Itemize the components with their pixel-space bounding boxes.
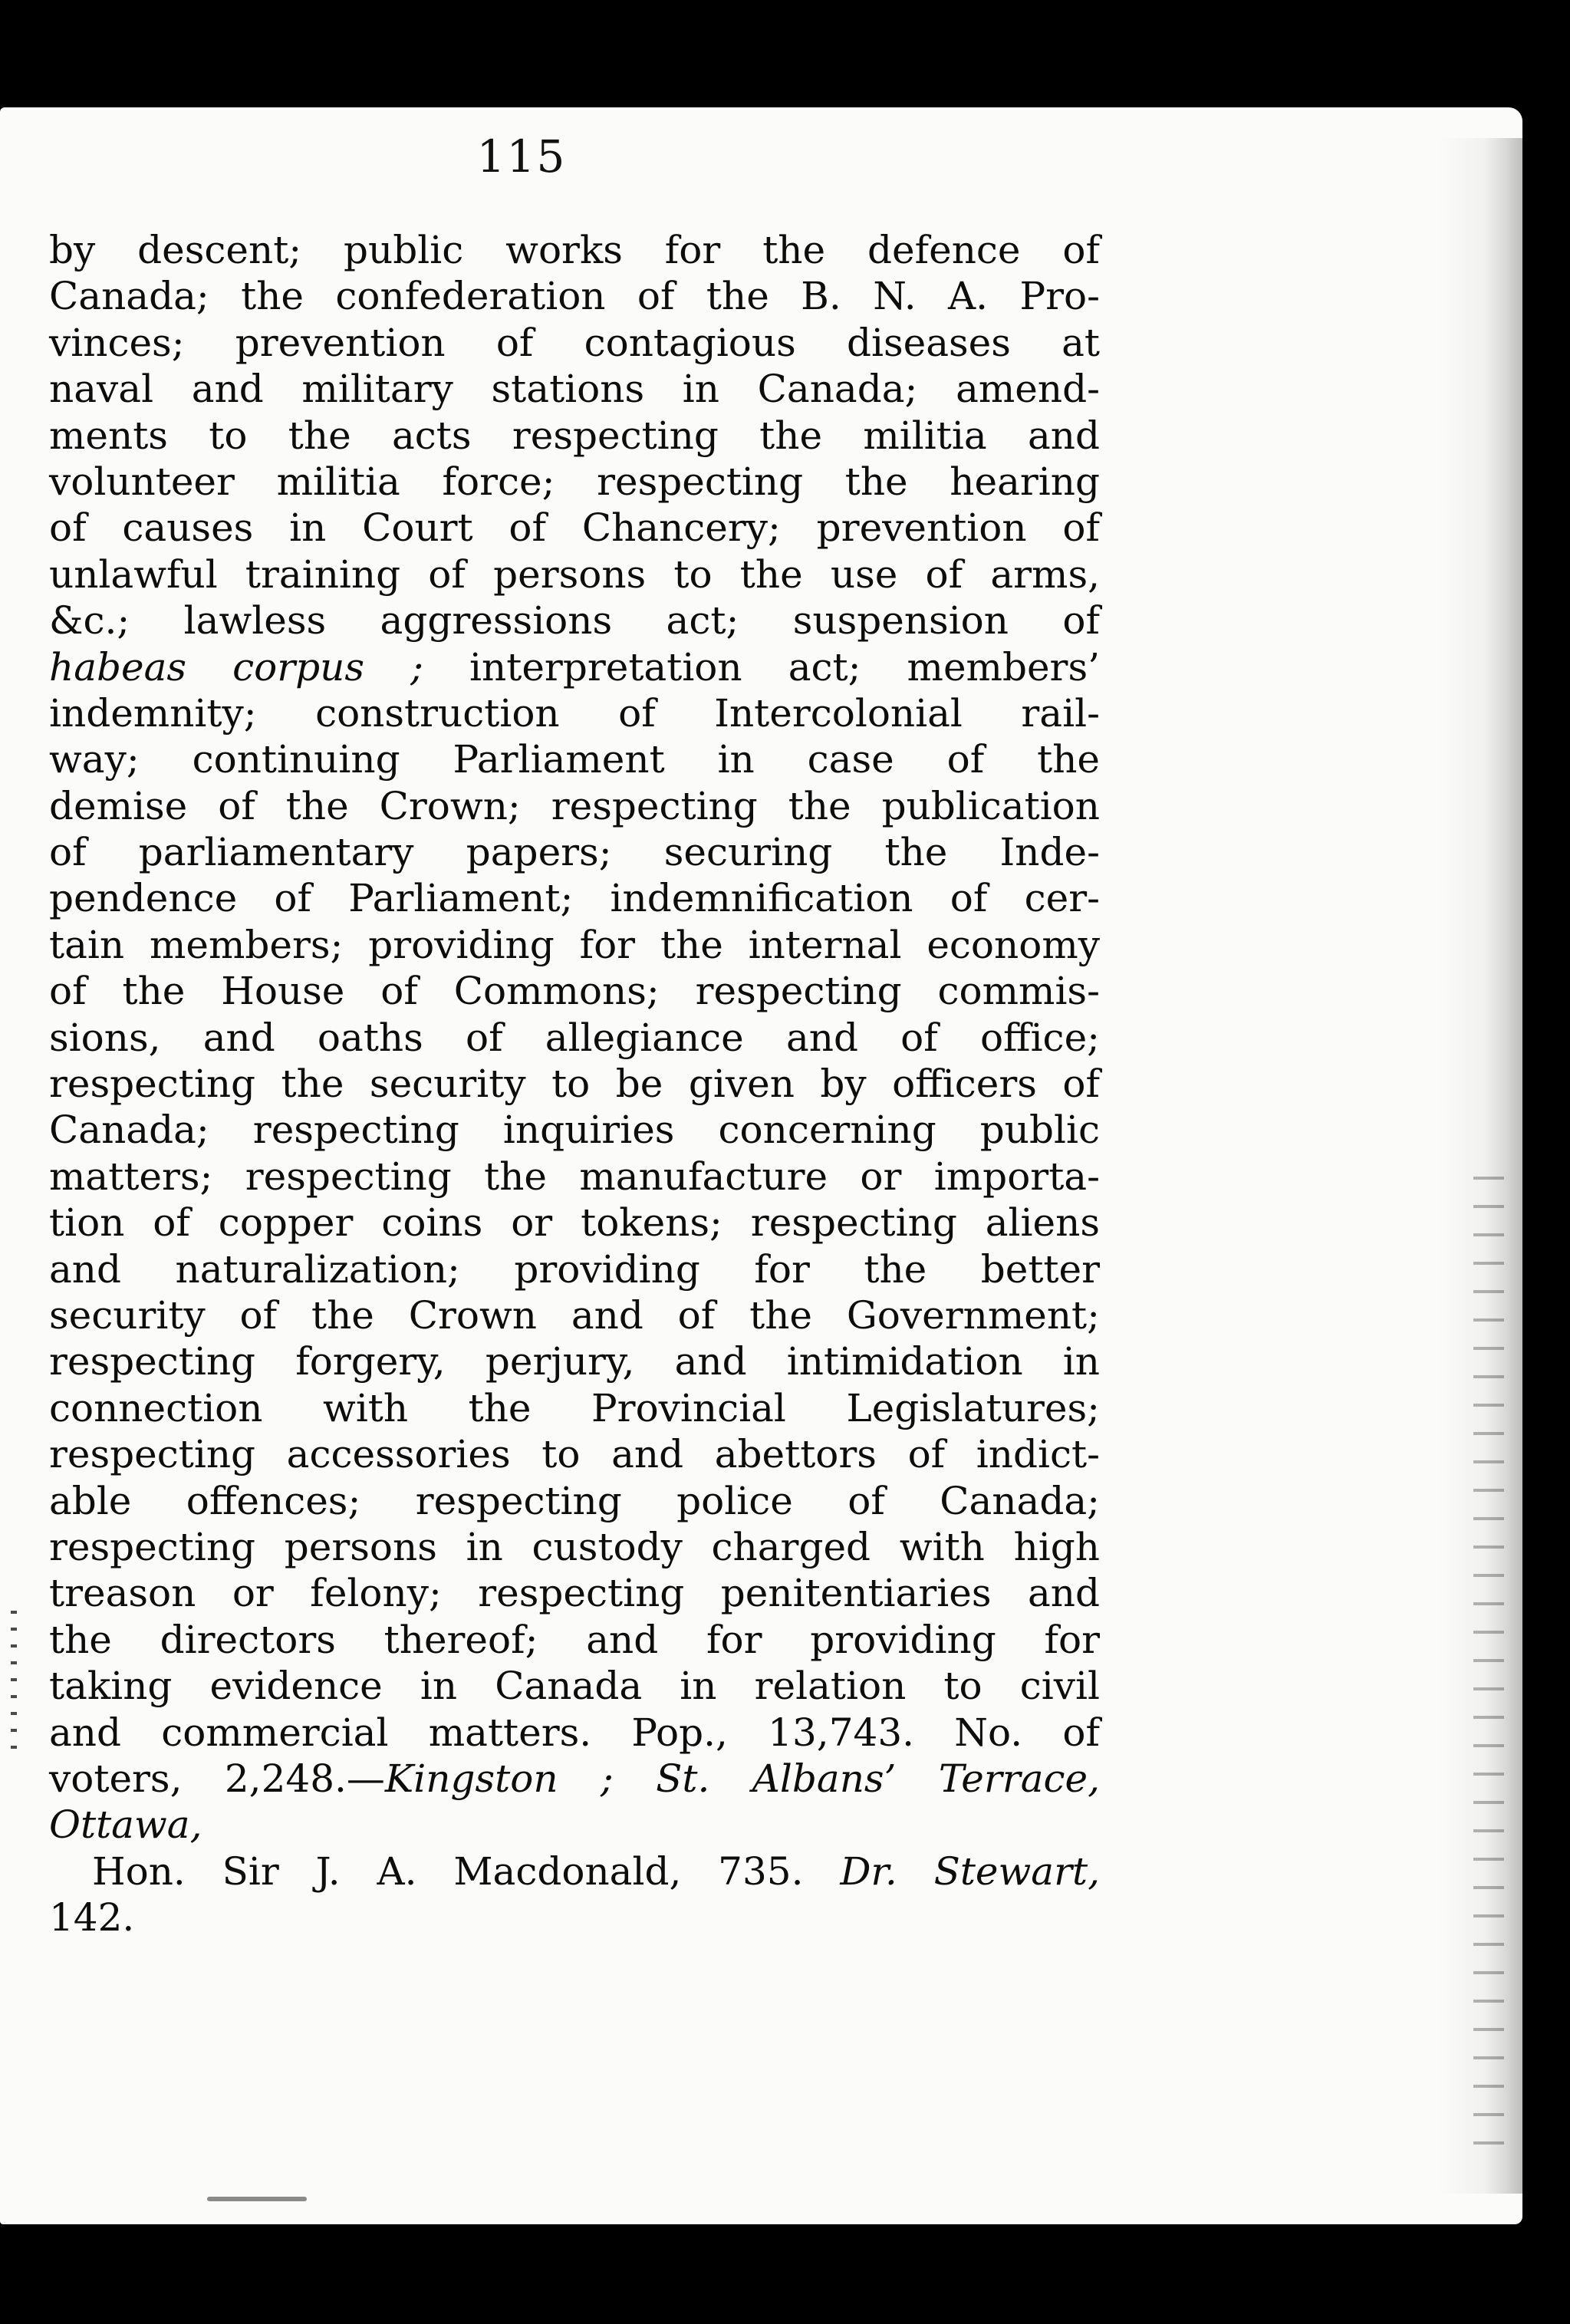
text-line <box>49 736 1100 782</box>
text-line <box>49 875 1100 921</box>
text-line <box>49 320 1100 366</box>
text-line <box>49 1617 1100 1663</box>
text-line <box>49 1246 1100 1292</box>
text-segment: pendence of Parliament; indemnification of cer- <box>49 876 1100 921</box>
text-line <box>49 1385 1100 1431</box>
text-line <box>49 1154 1100 1200</box>
italic-text: Dr. Stewart, <box>840 1848 1100 1894</box>
text-line <box>49 1431 1100 1477</box>
italic-text: Kingston ; St. Albans’ Terrace, <box>384 1756 1100 1801</box>
text-line <box>49 1524 1100 1570</box>
text-segment: interpretation act; members’ <box>423 644 1100 690</box>
text-segment: the directors thereof; and for providing for <box>49 1617 1100 1662</box>
text-segment: Hon. Sir J. A. Macdonald, 735. <box>92 1848 841 1894</box>
text-line <box>49 597 1100 644</box>
text-segment: connection with the Provincial Legislatures; <box>49 1385 1100 1430</box>
text-segment: tain members; providing for the internal economy <box>49 922 1100 967</box>
text-segment: of parliamentary papers; securing the Inde- <box>49 830 1100 875</box>
page-edge-marks <box>1473 1166 1504 2163</box>
text-line <box>49 644 1100 690</box>
text-line <box>49 1200 1100 1246</box>
text-line <box>49 690 1100 736</box>
text-line <box>49 413 1100 459</box>
text-segment: Canada; the confederation of the B. N. A. Pro- <box>49 274 1100 319</box>
text-segment: volunteer militia force; respecting the hearing <box>49 459 1100 504</box>
text-segment: respecting persons in custody charged with high <box>49 1524 1100 1569</box>
text-segment: by descent; public works for the defence of <box>49 228 1100 272</box>
text-segment: and naturalization; providing for the better <box>49 1246 1100 1292</box>
scan-smudge <box>207 2197 307 2201</box>
text-segment: respecting accessories to and abettors of indict- <box>49 1432 1100 1477</box>
text-segment: treason or felony; respecting penitentiaries and <box>49 1571 1100 1616</box>
italic-text: Ottawa, <box>49 1802 202 1848</box>
text-line <box>49 1756 1100 1802</box>
text-segment: ments to the acts respecting the militia and <box>49 413 1100 458</box>
text-line <box>49 1710 1100 1756</box>
text-segment: security of the Crown and of the Government; <box>49 1292 1100 1338</box>
text-line <box>49 1061 1100 1107</box>
text-segment: of causes in Court of Chancery; prevention of <box>49 505 1100 551</box>
text-segment: Canada; respecting inquiries concerning public <box>49 1108 1100 1153</box>
text-line <box>49 922 1100 968</box>
body-text <box>49 227 1100 1941</box>
text-line <box>49 366 1100 412</box>
text-line <box>49 1570 1100 1616</box>
text-line <box>49 1015 1100 1061</box>
text-segment: of the House of Commons; respecting commis- <box>49 969 1100 1014</box>
text-line <box>49 1478 1100 1524</box>
text-line <box>49 968 1100 1014</box>
text-segment: 142. <box>49 1895 135 1941</box>
text-line <box>49 829 1100 875</box>
text-segment: sions, and oaths of allegiance and of office; <box>49 1015 1100 1060</box>
text-segment: vinces; prevention of contagious diseases at <box>49 320 1100 365</box>
text-line <box>49 505 1100 551</box>
text-segment: respecting forgery, perjury, and intimidation in <box>49 1339 1100 1384</box>
text-line <box>49 1663 1100 1709</box>
text-segment: &c.; lawless aggressions act; suspension of <box>49 598 1100 644</box>
text-line <box>49 1848 1100 1894</box>
text-line <box>49 1338 1100 1384</box>
text-line <box>49 1107 1100 1153</box>
text-segment: respecting the security to be given by officers of <box>49 1062 1100 1107</box>
text-segment: tion of copper coins or tokens; respecting aliens <box>49 1200 1100 1246</box>
text-segment: way; continuing Parliament in case of the <box>49 737 1100 782</box>
text-line <box>49 551 1100 597</box>
text-line <box>49 227 1100 273</box>
text-segment: taking evidence in Canada in relation to civil <box>49 1664 1100 1709</box>
text-line <box>49 1802 1100 1848</box>
text-line <box>49 1292 1100 1338</box>
text-segment: able offences; respecting police of Canada; <box>49 1478 1100 1523</box>
text-segment: unlawful training of persons to the use of arms, <box>49 551 1100 597</box>
page-number: 115 <box>476 130 567 183</box>
text-segment: voters, 2,248.— <box>49 1756 385 1801</box>
text-segment: demise of the Crown; respecting the publication <box>49 783 1100 828</box>
text-segment: naval and military stations in Canada; amend- <box>49 367 1100 412</box>
text-segment: matters; respecting the manufacture or importa- <box>49 1154 1100 1199</box>
text-segment: and commercial matters. Pop., 13,743. No. of <box>49 1710 1100 1755</box>
italic-text: habeas corpus ; <box>49 644 423 690</box>
text-line <box>49 783 1100 829</box>
text-segment: indemnity; construction of Intercolonial rail- <box>49 690 1100 736</box>
text-line <box>49 273 1100 319</box>
scan-specks <box>11 1611 17 1749</box>
text-line <box>49 459 1100 505</box>
text-line <box>49 1894 1100 1941</box>
